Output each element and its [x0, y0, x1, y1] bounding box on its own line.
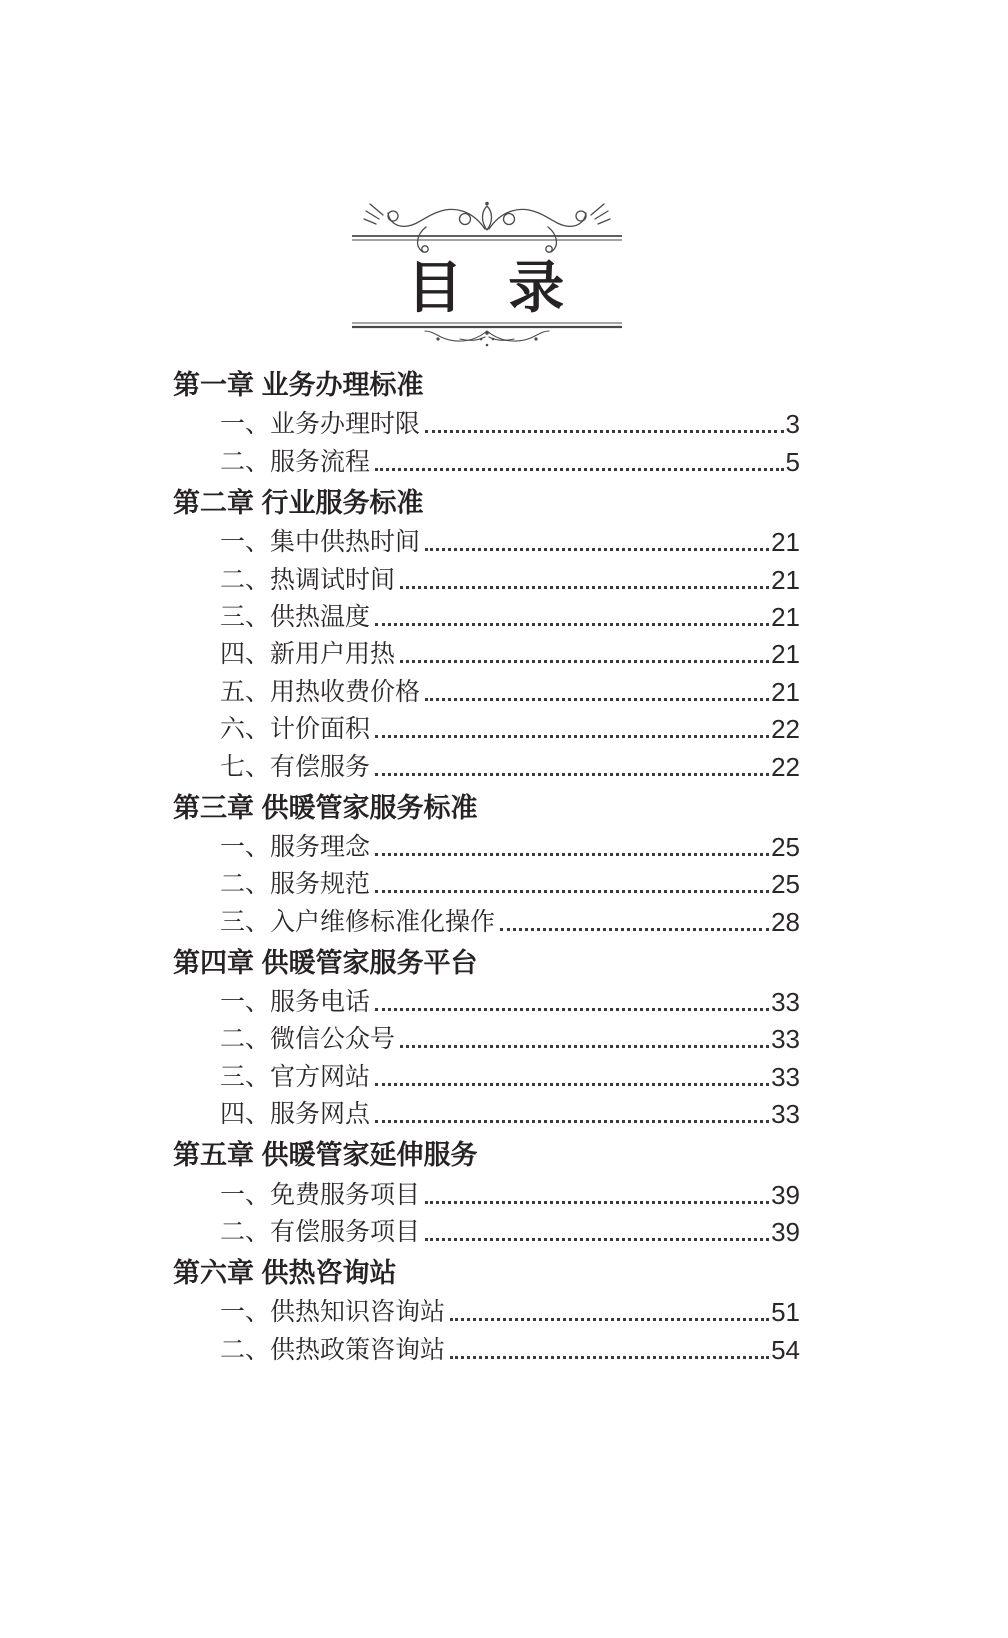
- dot-leader: [425, 430, 784, 433]
- toc-entry-label: 一、服务电话: [220, 988, 371, 1017]
- dot-leader: [375, 1083, 769, 1086]
- toc-entry-page-number: 33: [771, 1061, 800, 1092]
- toc-entry: [173, 746, 800, 783]
- dot-leader: [425, 1238, 769, 1241]
- toc-entry-page-number: 39: [771, 1217, 800, 1248]
- toc-chapter: [173, 1136, 800, 1249]
- toc-entry-label: 一、服务理念: [220, 832, 371, 861]
- toc-entry: [173, 864, 800, 901]
- toc-entry: [173, 982, 800, 1019]
- toc-entry-page-number: 51: [771, 1297, 800, 1328]
- toc-entry-label: 二、供热政策咨询站: [220, 1335, 446, 1364]
- dot-leader: [375, 853, 769, 856]
- toc-entry-page-number: 39: [771, 1179, 800, 1210]
- toc-chapter: [173, 1254, 800, 1367]
- dot-leader: [450, 1356, 769, 1359]
- toc-entry-label: 二、有偿服务项目: [220, 1218, 421, 1247]
- toc-entry-page-number: 3: [785, 409, 800, 440]
- toc-entry-label: 一、集中供热时间: [220, 528, 421, 557]
- toc-entry-label: 三、供热温度: [220, 602, 371, 631]
- flourish-bottom-ornament: [352, 318, 622, 352]
- toc-entry-label: 五、用热收费价格: [220, 677, 421, 706]
- toc-entry: [173, 1056, 800, 1093]
- toc-entry-label: 四、新用户用热: [220, 640, 396, 669]
- toc-entry: [173, 1212, 800, 1249]
- toc-entry: [173, 901, 800, 938]
- toc-chapter-title: 第六章 供热咨询站: [173, 1258, 397, 1289]
- toc-entry: [173, 404, 800, 441]
- toc-entry: [173, 827, 800, 864]
- toc-entry-page-number: 54: [771, 1334, 800, 1365]
- dot-leader: [425, 548, 769, 551]
- toc-entry-page-number: 33: [771, 1024, 800, 1055]
- toc-entry-page-number: 33: [771, 1099, 800, 1130]
- toc-entry-label: 二、服务流程: [220, 447, 371, 476]
- toc-entry: [173, 1019, 800, 1056]
- toc-entry-label: 三、官方网站: [220, 1062, 371, 1091]
- dot-leader: [375, 773, 769, 776]
- toc-entry-label: 四、服务网点: [220, 1100, 371, 1129]
- toc-entry-label: 二、热调试时间: [220, 565, 396, 594]
- toc-chapter: [173, 944, 800, 1132]
- dot-leader: [375, 890, 769, 893]
- toc-entry-page-number: 21: [771, 676, 800, 707]
- toc-entry-page-number: 21: [771, 601, 800, 632]
- toc-entry: [173, 1329, 800, 1366]
- dot-leader: [375, 735, 769, 738]
- toc-chapter-title: 第二章 行业服务标准: [173, 487, 424, 518]
- toc-entry-label: 七、有偿服务: [220, 752, 371, 781]
- flourish-top-ornament: [352, 200, 622, 254]
- toc-entry-label: 一、供热知识咨询站: [220, 1298, 446, 1327]
- toc-entry-page-number: 21: [771, 639, 800, 670]
- toc-entry: [173, 522, 800, 559]
- toc-entry: [173, 671, 800, 708]
- toc-entry: [173, 709, 800, 746]
- dot-leader: [375, 468, 784, 471]
- toc-entry-page-number: 33: [771, 987, 800, 1018]
- dot-leader: [400, 1045, 769, 1048]
- toc-chapter: [173, 366, 800, 479]
- toc-entry: [173, 441, 800, 478]
- toc-entry: [173, 597, 800, 634]
- toc-chapter: [173, 484, 800, 784]
- toc-chapter-title: 第三章 供暖管家服务标准: [173, 792, 478, 823]
- dot-leader: [400, 660, 769, 663]
- toc-entry-label: 一、免费服务项目: [220, 1180, 421, 1209]
- toc-entry-label: 二、服务规范: [220, 870, 371, 899]
- toc-entry: [173, 1292, 800, 1329]
- toc-entry-page-number: 25: [771, 831, 800, 862]
- dot-leader: [425, 698, 769, 701]
- toc-chapter-title: 第五章 供暖管家延伸服务: [173, 1140, 478, 1171]
- toc-entry-label: 三、入户维修标准化操作: [220, 907, 496, 936]
- toc-entry: [173, 634, 800, 671]
- toc-entry-page-number: 28: [771, 906, 800, 937]
- toc-entry-page-number: 5: [785, 446, 800, 477]
- page-title: 目 录: [406, 256, 567, 319]
- toc-chapter-title: 第一章 业务办理标准: [173, 370, 424, 400]
- toc-entry: [173, 559, 800, 596]
- toc-entry-page-number: 22: [771, 751, 800, 782]
- dot-leader: [450, 1318, 769, 1321]
- toc-entry-page-number: 22: [771, 714, 800, 745]
- dot-leader: [375, 623, 769, 626]
- toc-entry-label: 二、微信公众号: [220, 1025, 396, 1054]
- toc-entry: [173, 1094, 800, 1131]
- dot-leader: [425, 1201, 769, 1204]
- dot-leader: [400, 586, 769, 589]
- toc-entry-label: 一、业务办理时限: [220, 410, 421, 439]
- toc-entry-label: 六、计价面积: [220, 715, 371, 744]
- toc-entry-page-number: 21: [771, 527, 800, 558]
- toc-page-content: [173, 200, 800, 1367]
- dot-leader: [375, 1120, 769, 1123]
- dot-leader: [375, 1008, 769, 1011]
- toc: [173, 366, 800, 1367]
- toc-entry-page-number: 21: [771, 564, 800, 595]
- toc-entry: [173, 1174, 800, 1211]
- toc-chapter-title: 第四章 供暖管家服务平台: [173, 947, 478, 978]
- toc-chapter: [173, 789, 800, 939]
- dot-leader: [500, 928, 769, 931]
- toc-entry-page-number: 25: [771, 869, 800, 900]
